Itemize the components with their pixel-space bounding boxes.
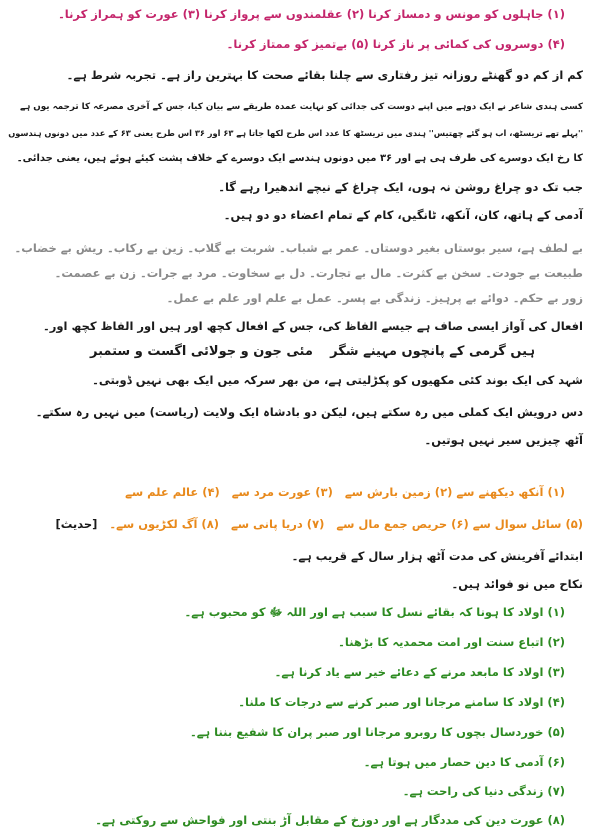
eight-thing-item: (۶) حریص جمع مال سے xyxy=(336,517,469,531)
nikah-heading: نکاح میں نو فوائد ہیں۔ xyxy=(451,577,583,591)
verse-line-right: ہیں گرمی کے پانچوں مہینے شگر xyxy=(330,344,535,359)
eight-thing-item: (۴) عالم علم سے xyxy=(125,485,220,499)
eight-thing-item: (۱) آنکھ دیکھنے سے xyxy=(456,485,565,499)
paragraph-dervish: دس درویش ایک کملی میں رہ سکتے ہیں، لیکن دو بادشاہ ایک ولایت (ریاست) میں نہیں رہ سکتے۔ xyxy=(35,405,583,419)
paragraph-honey: شہد کی ایک بوند کئی مکھیوں کو پکڑلیتی ہے، من بھر سرکہ میں ایک بھی نہیں ڈوبتی۔ xyxy=(92,373,583,387)
paragraph-organs: آدمی کے ہاتھ، کان، آنکھ، ٹانگیں، کام کے تمام اعضاء دو دو ہیں۔ xyxy=(223,208,583,222)
paragraph-poet: کسی ہندی شاعر نے ایک دوہے میں اپنے دوست کی جدائی کو نہایت عمدہ طریقے سے بیان کیا، جس کے آخری مصرعہ کا ترجمہ یوں ہے xyxy=(20,102,583,112)
sayings-line-2: طبیعت بے جودت۔ سخن بے کثرت۔ مال بے تجارت۔ دل بے سخاوت۔ مرد بے جرات۔ زن بے عصمت۔ xyxy=(54,266,583,280)
paragraph-poet-quote: ''پہلے تھے تریسٹھ، اب ہو گئے چھتیس'' ہندی میں تریسٹھ کا عدد اس طرح لکھا جاتا ہے ۶۳ اور ۳۶ اس طرح یعنی ۶۳ کے عدد میں دونوں ہندسوں xyxy=(8,128,583,138)
eight-thing-item: (۸) آگ لکڑیوں سے۔ xyxy=(109,517,219,531)
nikah-benefit-5: (۵) خوردسال بچوں کا روبرو مرجانا اور صبر پران کا شفیع بننا ہے۔ xyxy=(189,725,565,739)
nikah-benefit-3: (۳) اولاد کا مابعد مرنے کے دعائے خیر سے یاد کرنا ہے۔ xyxy=(274,665,565,679)
eight-things-row-1 xyxy=(117,484,565,500)
nikah-benefit-2: (۲) اتباع سنت اور امت محمدیہ کا بڑھنا۔ xyxy=(338,635,565,649)
sayings-line-1: بے لطف ہے، سیر بوستاں بغیر دوستاں۔ عمر بے شباب۔ شربت بے گلاب۔ زین بے رکاب۔ ریش بے خضاب۔ xyxy=(14,241,583,255)
list-line-2: (۴) دوسروں کی کمائی پر ناز کرنا (۵) بےتمیز کو ممتاز کرنا۔ xyxy=(226,37,565,51)
eight-thing-item: (۵) سائل سوال سے xyxy=(472,517,583,531)
paragraph-poet-end: کا رخ ایک دوسرے کی طرف ہی ہے اور ۳۶ میں دونوں ہندسے ایک دوسرے کے خلاف پشت کیئے ہوئے ہیں، یعنی جدائی۔ xyxy=(16,153,583,164)
paragraph-lamps: جب تک دو چراغ روشن نہ ہوں، ایک چراغ کے نیچے اندھیرا رہے گا۔ xyxy=(218,180,583,194)
nikah-benefit-4: (۴) اولاد کا سامنے مرجانا اور صبر کرنے سے درجات کا ملنا۔ xyxy=(238,695,565,709)
eight-thing-item: (۷) دریا پانی سے xyxy=(231,517,325,531)
eight-things-heading: آٹھ چیزیں سیر نہیں ہوتیں۔ xyxy=(424,433,583,447)
paragraph-creation: ابتدائے آفرینش کی مدت آٹھ ہزار سال کے قریب ہے۔ xyxy=(291,549,583,563)
nikah-benefit-7: (۷) زندگی دنیا کی راحت ہے۔ xyxy=(402,784,565,798)
hadith-tag: [حدیث] xyxy=(55,517,98,531)
eight-thing-item: (۳) عورت مرد سے xyxy=(231,485,333,499)
paragraph-walking: کم از کم دو گھنٹے روزانہ تیز رفتاری سے چلنا بقائے صحت کا بہترین راز ہے۔ تجربہ شرط ہے۔ xyxy=(66,68,583,82)
paragraph-actions: افعال کی آواز ایسی صاف ہے جیسے الفاظ کی، جس کے افعال کچھ اور ہیں اور الفاظ کچھ اور۔ xyxy=(43,319,583,333)
verse-line-left: مئی جون و جولائی اگست و ستمبر xyxy=(90,344,313,359)
eight-thing-item: (۲) زمین بارش سے xyxy=(344,485,453,499)
eight-things-row-2 xyxy=(47,516,583,532)
sayings-line-3: زور بے حکم۔ دوائے بے پرہیز۔ زندگی بے پسر۔ عمل بے علم اور علم بے عمل۔ xyxy=(166,291,583,305)
nikah-benefit-1: (۱) اولاد کا ہونا کہ بقائے نسل کا سبب ہے اور اللہ ﷻ کو محبوب ہے۔ xyxy=(184,605,565,619)
nikah-benefit-6: (۶) آدمی کا دین حصار میں ہوتا ہے۔ xyxy=(363,755,565,769)
nikah-benefit-8: (۸) عورت دین کی مددگار ہے اور دوزخ کے مقابل آڑ بنتی اور فواحش سے روکتی ہے۔ xyxy=(95,813,565,827)
list-line-1: (۱) جاہلوں کو مونس و دمساز کرنا (۲) عقلمندوں سے پرواز کرنا (۳) عورت کو ہمراز کرنا۔ xyxy=(58,7,565,21)
